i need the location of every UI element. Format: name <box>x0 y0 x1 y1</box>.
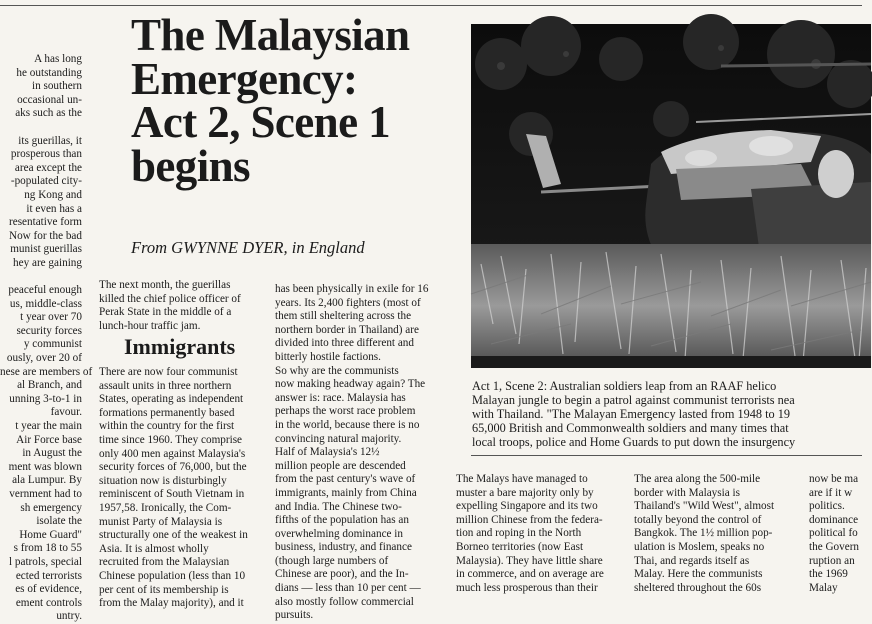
col3-line: million Chinese from the federa- <box>456 513 603 526</box>
headline-line: begins <box>131 140 250 191</box>
col4-line: Malay. Here the communists <box>634 568 763 581</box>
left-fragment-line: prosperous than <box>10 148 82 161</box>
col2-line: from the past century's wave of <box>275 473 416 486</box>
col1-bottom-line: munist Party of Malaysia is <box>99 515 223 528</box>
left-fragment-line: ously, over 20 of <box>6 352 82 365</box>
article-column-2 <box>275 283 438 623</box>
article-column-1-bottom <box>99 366 261 611</box>
col2-line: business, industry, and finance <box>275 541 412 554</box>
col1-bottom-line: only 400 men against Malaysia's <box>99 447 246 460</box>
col1-bottom-line: security forces of 76,000, but the <box>99 461 247 474</box>
left-fragment-line: it even has a <box>26 202 82 215</box>
col1-bottom-line: time since 1960. They comprise <box>99 433 243 446</box>
left-fragment-line: hey are gaining <box>13 256 82 269</box>
left-fragment-line: y communist <box>23 338 82 351</box>
left-fragment-line: t year over 70 <box>20 311 82 324</box>
left-fragment-line: es of evidence, <box>15 583 82 596</box>
left-fragment-line: ala Lumpur. By <box>12 474 82 487</box>
col2-line: answer is: race. Malaysia has <box>275 391 406 404</box>
col4-line: sheltered throughout the 60s <box>634 581 762 594</box>
col1-bottom-line: formations permanently based <box>99 406 235 419</box>
left-fragment-line: -populated city- <box>10 175 82 188</box>
left-fragment-line: security forces <box>16 324 82 337</box>
col1-top-line: killed the chief police officer of <box>99 292 241 305</box>
col5-line: political fo <box>809 527 858 540</box>
col5-line: dominance <box>809 513 859 526</box>
col2-line: in the world, because there is no <box>275 418 420 431</box>
left-fragment-line: aks such as the <box>15 107 82 120</box>
left-fragment-line <box>0 271 82 285</box>
photo-illustration <box>471 24 871 368</box>
left-fragment-line: favour. <box>50 406 82 419</box>
caption-rule <box>471 455 862 456</box>
col3-line: in commerce, and on average are <box>456 568 604 581</box>
article-column-4 <box>634 473 796 595</box>
left-fragment-line: sh emergency <box>20 501 82 514</box>
col2-line: immigrants, mainly from China <box>275 486 417 499</box>
headline-line: Act 2, Scene 1 <box>131 97 391 147</box>
left-fragment-line: s from 18 to 55 <box>13 542 82 555</box>
left-fragment-line: munist guerillas <box>10 243 82 256</box>
headline-line: The Malaysian <box>131 10 410 60</box>
subhead-immigrants: Immigrants <box>124 334 236 359</box>
news-photo-helicopter-soldiers <box>471 24 871 368</box>
left-fragment-line: vernment had to <box>9 488 82 500</box>
caption-line: with Thailand. "The Malayan Emergency lasted from 1948 to 19 <box>472 407 791 422</box>
col2-line: also mostly follow commercial <box>275 595 414 608</box>
left-fragment-line: ement controls <box>15 596 82 609</box>
left-fragment-line: l patrols, special <box>8 555 82 568</box>
left-fragment-line: unning 3-to-1 in <box>9 392 82 405</box>
left-fragment-line: t year the main <box>15 420 82 433</box>
col2-line: So why are the communists <box>275 364 399 377</box>
col2-line: overwhelming dominance in <box>275 527 404 540</box>
col2-line: dians — less than 10 per cent — <box>275 582 421 595</box>
left-fragment-line: its guerillas, it <box>18 134 82 147</box>
top-rule <box>0 5 862 6</box>
col2-line: them still sheltering across the <box>275 310 412 323</box>
left-fragment-line: in southern <box>31 80 82 93</box>
left-fragment-line: A has long <box>34 53 82 65</box>
col1-bottom-line: assault units in three northern <box>99 379 232 392</box>
left-fragment-line: ment was blown <box>8 460 82 473</box>
col3-line: Borneo territories (now East <box>456 540 584 553</box>
col3-line: muster a bare majority only by <box>456 486 594 499</box>
left-fragment-line: ected terrorists <box>15 569 82 582</box>
left-fragment-line: nese are members of <box>0 365 93 378</box>
left-fragment-line <box>0 121 82 135</box>
col3-line: The Malays have managed to <box>456 473 588 485</box>
col1-bottom-line: reminiscent of South Vietnam in <box>99 488 245 501</box>
col1-bottom-line: within the country for the first <box>99 420 235 433</box>
col2-line: bitterly hostile factions. <box>275 350 381 363</box>
article-column-5-fragment <box>809 473 862 595</box>
col1-bottom-line: from the Malay majority), and it <box>99 597 244 610</box>
photo-caption <box>472 379 872 449</box>
col1-bottom-line: There are now four communist <box>99 366 238 378</box>
left-fragment-line: Now for the bad <box>8 229 82 242</box>
col2-line: perhaps the worst race problem <box>275 405 416 418</box>
col2-line: Chinese are poor), and the In- <box>275 568 409 581</box>
col1-bottom-line: 1957,58. Ironically, the Com- <box>99 501 232 514</box>
col4-line: ulation is Moslem, speaks no <box>634 540 765 553</box>
col1-bottom-line: situation now is disturbingly <box>99 474 227 487</box>
col1-bottom-line: per cent of its membership is <box>99 583 229 596</box>
caption-line: 65,000 British and Commonwealth soldiers and many times that <box>472 421 789 436</box>
col2-line: northern border in Thailand) are <box>275 323 419 336</box>
col5-line: the 1969 <box>809 568 848 581</box>
col2-line: fifths of the population has an <box>275 514 409 527</box>
headline-line: Emergency: <box>131 53 358 104</box>
left-fragment-line: peaceful enough <box>8 284 82 297</box>
col4-line: Thai, and regards itself as <box>634 554 750 567</box>
col1-top-line: Perak State in the middle of a <box>99 306 232 319</box>
left-fragment-line: untry. <box>56 610 82 623</box>
headline <box>131 10 461 191</box>
col1-bottom-line: States, operating as independent <box>99 393 244 406</box>
col3-line: expelling Singapore and its two <box>456 500 598 513</box>
left-fragment-line: occasional un- <box>17 93 82 106</box>
col1-top-line: lunch-hour traffic jam. <box>99 319 201 332</box>
col2-line: (though large numbers of <box>275 554 389 567</box>
col5-line: the Govern <box>809 540 860 553</box>
col3-line: tion and roping in the North <box>456 527 582 540</box>
col5-line: Malay <box>809 581 838 594</box>
left-fragment-line: he outstanding <box>16 66 82 79</box>
left-fragment-line: Home Guard" <box>19 528 82 541</box>
col2-line: Half of Malaysia's 12½ <box>275 446 380 459</box>
col4-line: Bangkok. The 1½ million pop- <box>634 527 773 540</box>
left-column-fragment <box>0 53 93 624</box>
col2-line: and India. The Chinese two- <box>275 500 402 513</box>
col2-line: now making headway again? The <box>275 378 426 391</box>
article-column-3 <box>456 473 621 595</box>
col3-line: much less prosperous than their <box>456 581 598 594</box>
left-fragment-line: Air Force base <box>16 433 82 446</box>
col4-line: border with Malaysia is <box>634 486 740 499</box>
col2-line: divided into three different and <box>275 337 414 350</box>
caption-line: local troops, police and Home Guards to put down the insurgency <box>472 435 796 450</box>
col2-line: convincing natural majority. <box>275 432 402 445</box>
col1-bottom-line: recruited from the Malaysian <box>99 556 230 569</box>
col2-line: has been physically in exile for 16 <box>275 283 429 295</box>
col1-bottom-line: Chinese population (less than 10 <box>99 569 246 582</box>
col4-line: The area along the 500-mile <box>634 473 761 485</box>
left-fragment-line: ng Kong and <box>24 188 82 201</box>
byline: From GWYNNE DYER, in England <box>131 238 365 257</box>
col2-line: pursuits. <box>275 609 314 622</box>
caption-line: Malayan jungle to begin a patrol against communist terrorists nea <box>472 393 795 408</box>
article-column-1-top <box>99 279 261 333</box>
left-fragment-line: in August the <box>22 447 82 460</box>
col1-top-line: The next month, the guerillas <box>99 279 231 291</box>
col5-line: ruption an <box>809 554 855 567</box>
left-fragment-line: us, middle-class <box>9 297 82 310</box>
col5-line: are if it w <box>809 486 853 499</box>
col1-bottom-line: Asia. It is almost wholly <box>99 542 209 555</box>
col5-line: politics. <box>809 500 845 513</box>
left-fragment-line: resentative form <box>9 216 82 229</box>
col3-line: Malaysia). They have little share <box>456 554 603 567</box>
col5-line: now be ma <box>809 473 859 485</box>
col2-line: million people are descended <box>275 459 406 472</box>
caption-line: Act 1, Scene 2: Australian soldiers leap from an RAAF helico <box>472 379 777 393</box>
col2-line: years. Its 2,400 fighters (most of <box>275 296 421 309</box>
col1-bottom-line: structurally one of the weakest in <box>99 529 248 542</box>
col4-line: Thailand's "Wild West", almost <box>634 500 775 513</box>
left-fragment-line: area except the <box>14 161 82 174</box>
left-fragment-line: al Branch, and <box>17 379 82 392</box>
left-fragment-line: isolate the <box>36 515 82 528</box>
col4-line: totally beyond the control of <box>634 513 762 526</box>
